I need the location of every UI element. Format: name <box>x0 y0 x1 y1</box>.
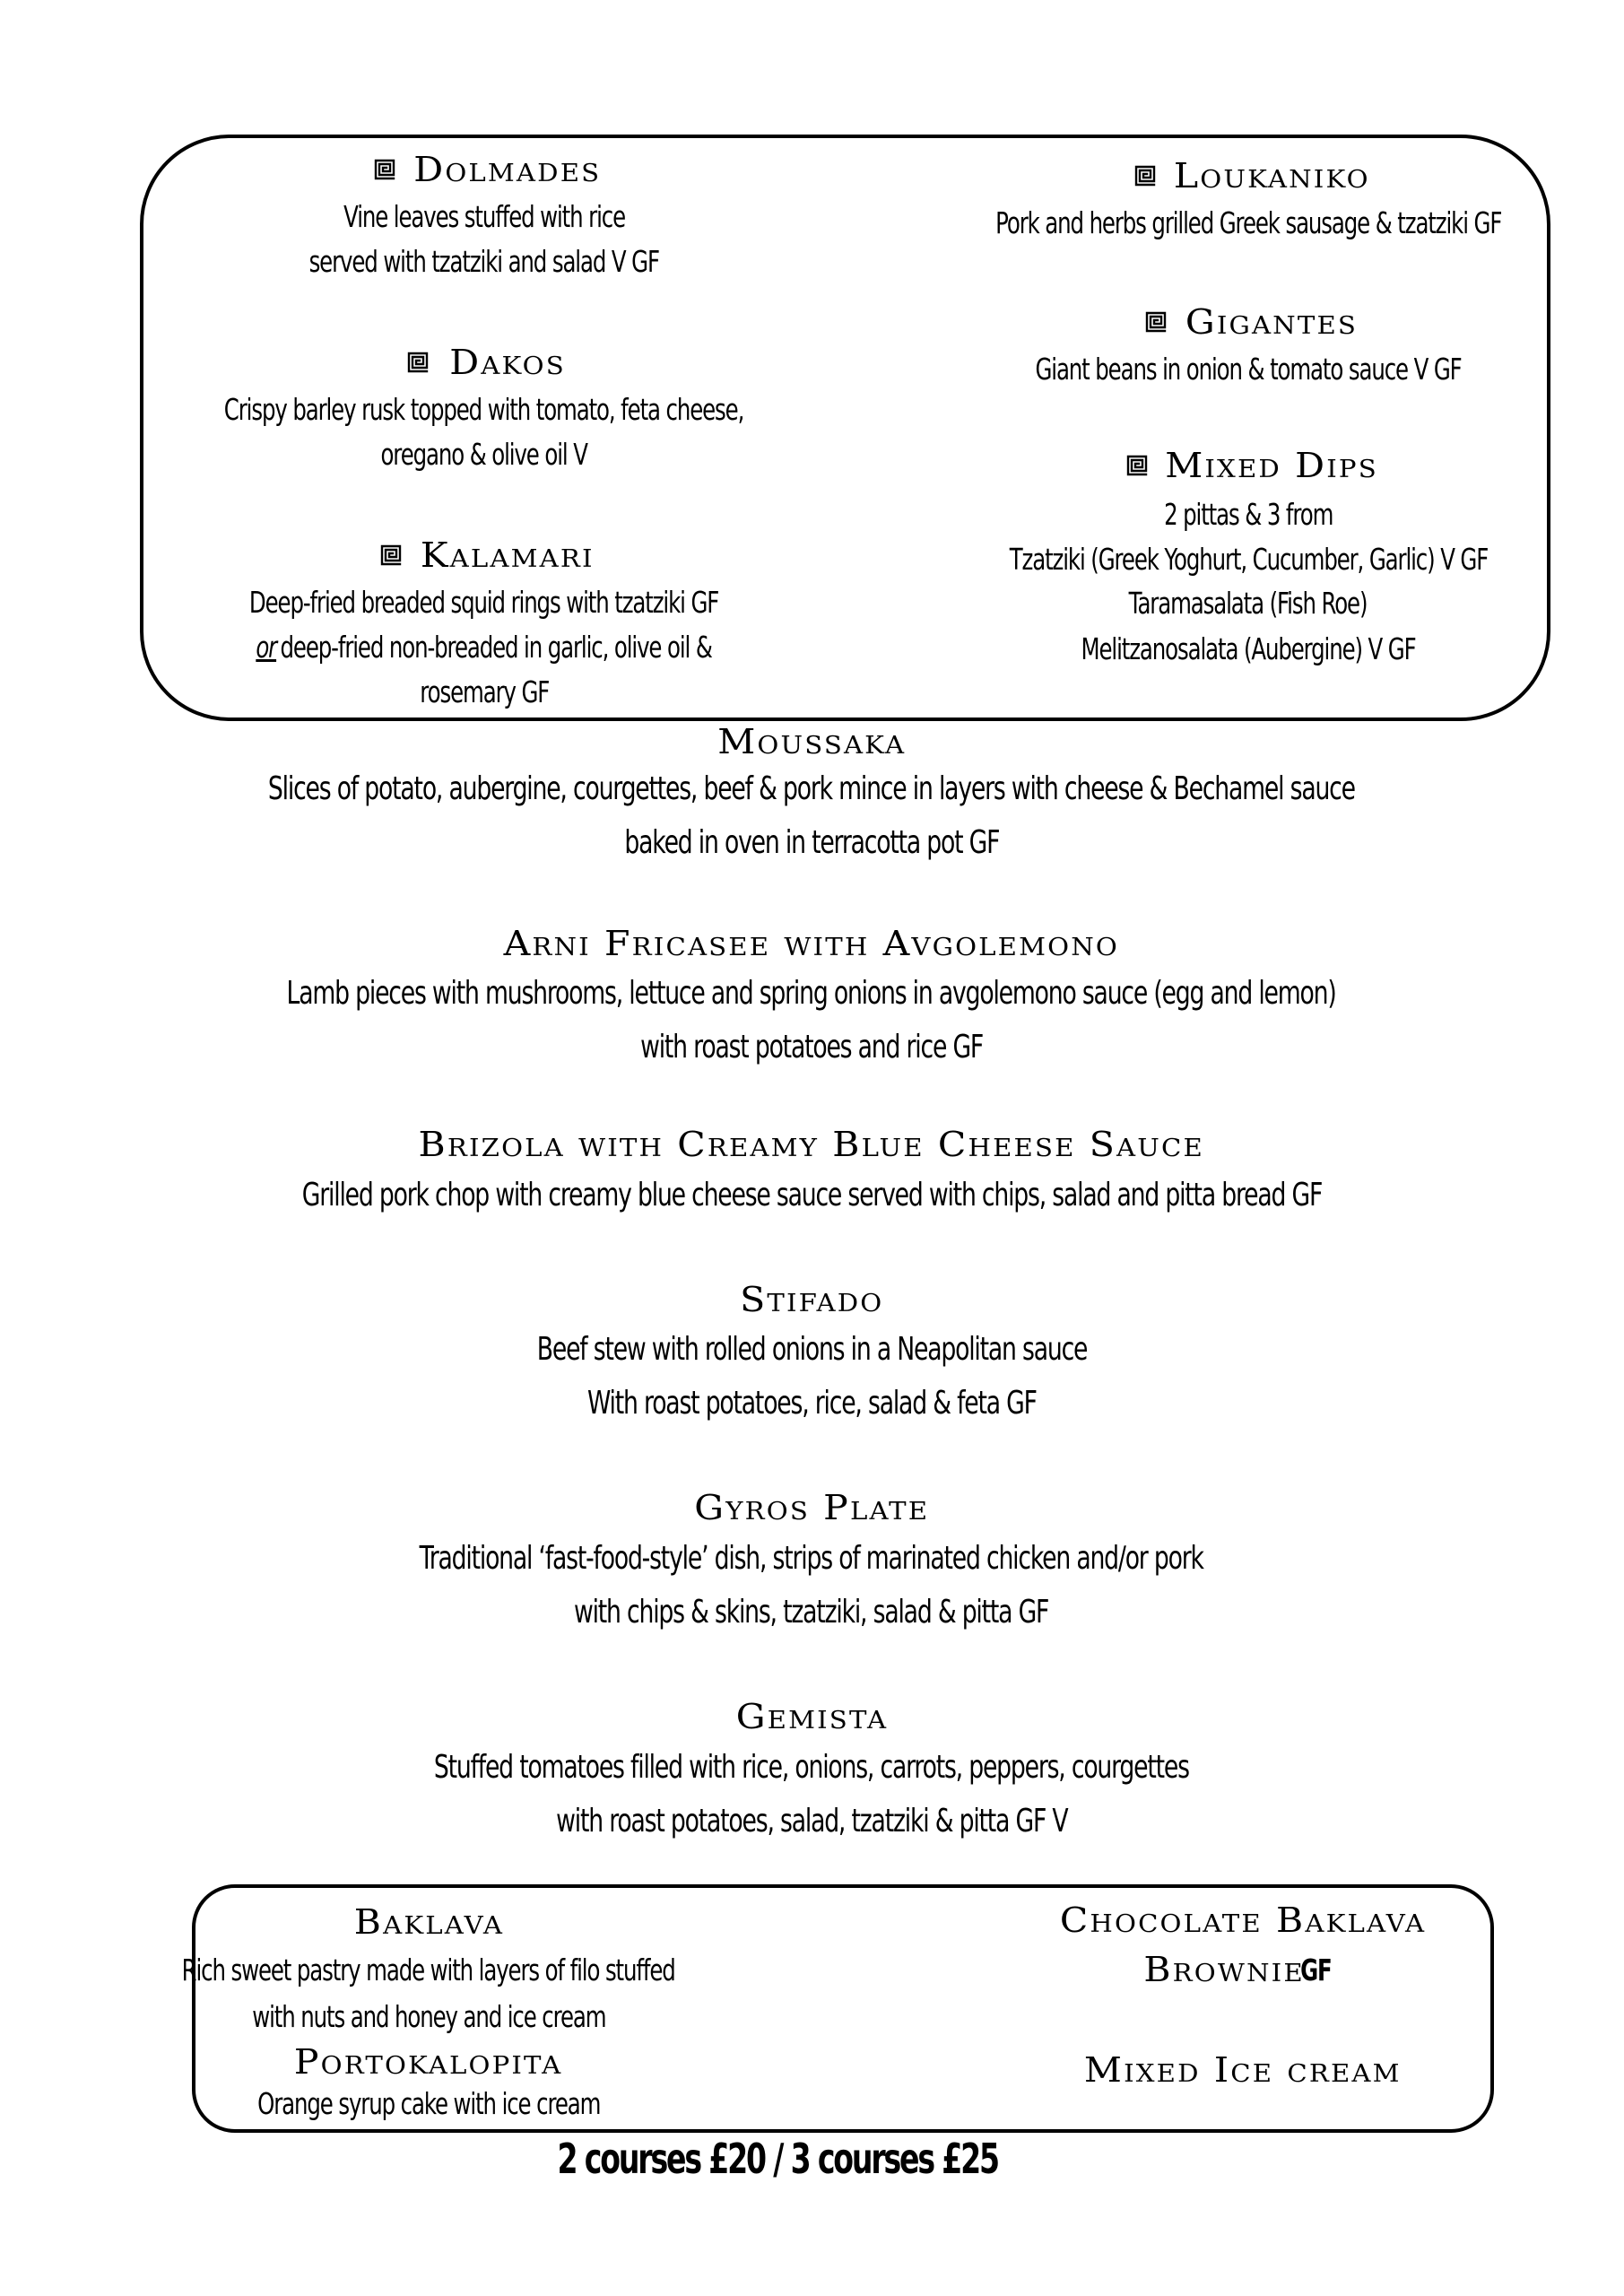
dish-name: Mixed Dips <box>1165 446 1378 485</box>
main-dish-description: Traditional ‘fast-food-style’ dish, strips of marinated chicken and/or pork <box>419 1540 1204 1577</box>
dish-name: Loukaniko <box>1173 156 1370 196</box>
dish-description: 2 pittas & 3 from <box>1163 497 1333 532</box>
main-dish-name: Stifado <box>739 1280 884 1319</box>
or-label: or <box>256 630 277 665</box>
main-dish-name: Gemista <box>735 1697 888 1736</box>
dessert-description: Rich sweet pastry made with layers of filo stuffed <box>181 1952 676 1987</box>
main-dish-description: Slices of potato, aubergine, courgettes, beef & pork mince in layers with cheese & Bechamel sauce <box>268 770 1355 807</box>
dish-name: Dakos <box>449 343 566 382</box>
dish-description: Giant beans in onion & tomato sauce V GF <box>1035 352 1462 387</box>
greek-key-icon <box>380 544 402 566</box>
dessert-description: Orange syrup cake with ice cream <box>256 2086 601 2121</box>
dish-name: Gigantes <box>1185 302 1359 342</box>
main-dish-description: Beef stew with rolled onions in a Neapolitan sauce <box>536 1331 1087 1368</box>
main-dish-name: Moussaka <box>717 722 906 761</box>
dish-description: Deep-fried breaded squid rings with tzatziki GF <box>249 585 719 620</box>
main-dish-description: Lamb pieces with mushrooms, lettuce and spring onions in avgolemono sauce (egg and lemon) <box>286 975 1337 1012</box>
main-dish-description: with chips & skins, tzatziki, salad & pitta GF <box>574 1594 1049 1631</box>
dish-description: Melitzanosalata (Aubergine) V GF <box>1081 631 1416 666</box>
main-dish-name: Arni Fricasee with Avgolemono <box>503 924 1120 963</box>
greek-key-icon <box>374 159 395 180</box>
main-dish-name: Brizola with Creamy Blue Cheese Sauce <box>418 1125 1205 1164</box>
dish-description: rosemary GF <box>420 674 549 709</box>
dish-description: served with tzatziki and salad V GF <box>308 244 660 279</box>
main-dish-name: Gyros Plate <box>694 1488 929 1527</box>
main-dish-description: Stuffed tomatoes filled with rice, onions, carrots, peppers, courgettes <box>434 1749 1189 1786</box>
dish-description: Pork and herbs grilled Greek sausage & tzatziki GF <box>994 205 1502 240</box>
dish-description: Tzatziki (Greek Yoghurt, Cucumber, Garlic) V GF <box>1009 542 1488 577</box>
set-menu-price: 2 courses £20 / 3 courses £25 <box>557 2135 998 2183</box>
greek-key-icon <box>1145 311 1167 333</box>
dessert-description: with nuts and honey and ice cream <box>251 1999 606 2034</box>
main-dish-description: Grilled pork chop with creamy blue cheese sauce served with chips, salad and pitta bread GF <box>301 1177 1322 1213</box>
dish-description: Vine leaves stuffed with rice <box>343 199 625 234</box>
dish-name: Kalamari <box>421 535 595 575</box>
dish-description-alt: or deep-fried non-breaded in garlic, olive oil & <box>256 630 713 665</box>
main-dish-description: with roast potatoes and rice GF <box>640 1029 983 1065</box>
greek-key-icon <box>1126 455 1148 476</box>
dish-description: Taramasalata (Fish Roe) <box>1129 586 1368 621</box>
main-dish-description: With roast potatoes, rice, salad & feta GF <box>586 1385 1037 1422</box>
dish-description: oregano & olive oil V <box>380 437 588 472</box>
dish-name: Dolmades <box>413 150 602 189</box>
main-dish-description: baked in oven in terracotta pot GF <box>624 824 999 861</box>
dessert-name-line2: Brownie <box>1142 1950 1305 1989</box>
gf-badge: GF <box>1299 1952 1332 1987</box>
dessert-name: Mixed Ice cream <box>1084 2050 1402 2090</box>
dessert-name: Chocolate Baklava <box>1059 1900 1427 1940</box>
greek-key-icon <box>407 352 429 373</box>
dessert-name: Baklava <box>353 1902 504 1942</box>
dessert-name: Portokalopita <box>294 2042 563 2082</box>
main-dish-description: with roast potatoes, salad, tzatziki & pitta GF V <box>555 1803 1068 1839</box>
dish-description: Crispy barley rusk topped with tomato, feta cheese, <box>224 392 744 427</box>
greek-key-icon <box>1134 165 1156 187</box>
